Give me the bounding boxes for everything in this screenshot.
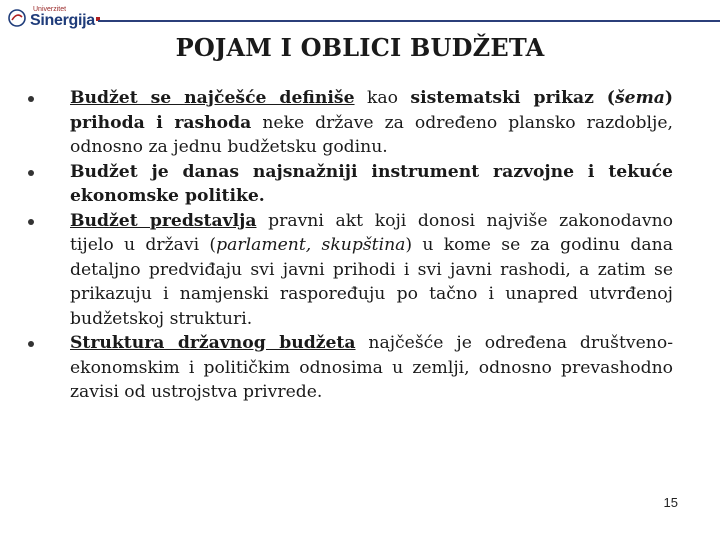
bullet-text: pravni akt koji donosi najviše zakonodavno tijelo u državi ( [70,210,673,255]
bullet-bold-underlined: Budžet se najčešće definiše [70,88,355,108]
bullet-icon [28,96,34,102]
logo-subtitle: Univerzitet [33,6,67,13]
bullet-item [28,86,673,160]
bullet-text: kao [354,88,411,108]
bullet-icon [28,341,34,347]
bullet-bold: ) prihoda i rashoda [70,88,674,133]
slide-title: POJAM I OBLICI BUDŽETA [175,33,545,62]
bullet-item [28,209,673,332]
bullet-text: najčešće je određena društveno-ekonomskim i političkim odnosima u zemlji, odnosno prevashodno zavisi od ustrojstva privrede. [70,333,673,402]
bullet-list [28,86,673,405]
university-logo [8,6,95,30]
bullet-item [28,160,673,209]
logo-name: Sinergija [30,12,95,29]
bullet-text: neke države za određeno plansko razdoblje, odnosno za jednu budžetsku godinu. [70,112,674,157]
bullet-bold-italic: šema [614,88,665,108]
bullet-italic: parlament, skupština [216,235,406,255]
bullet-bold: Budžet je danas najsnažniji instrument razvojne i tekuće ekonomske politike. [70,161,673,206]
bullet-bold-underlined: Struktura državnog budžeta [70,333,356,353]
page-number: 15 [663,495,678,510]
bullet-item [28,331,673,405]
header-divider [98,20,720,22]
bullet-bold-underlined: Budžet predstavlja [70,210,257,231]
bullet-bold: sistematski prikaz ( [410,88,615,108]
bullet-icon [28,170,34,176]
bullet-icon [28,219,34,225]
bullet-text: ) u kome se za godinu dana detaljno predviđaju svi javni prihodi i svi javni rashodi, a zatim se prikazuju i namjenski raspoređuju po tačno i unapred utvrđenoj budžetskoj strukturi. [70,235,673,329]
logo-emblem-icon [8,9,26,27]
